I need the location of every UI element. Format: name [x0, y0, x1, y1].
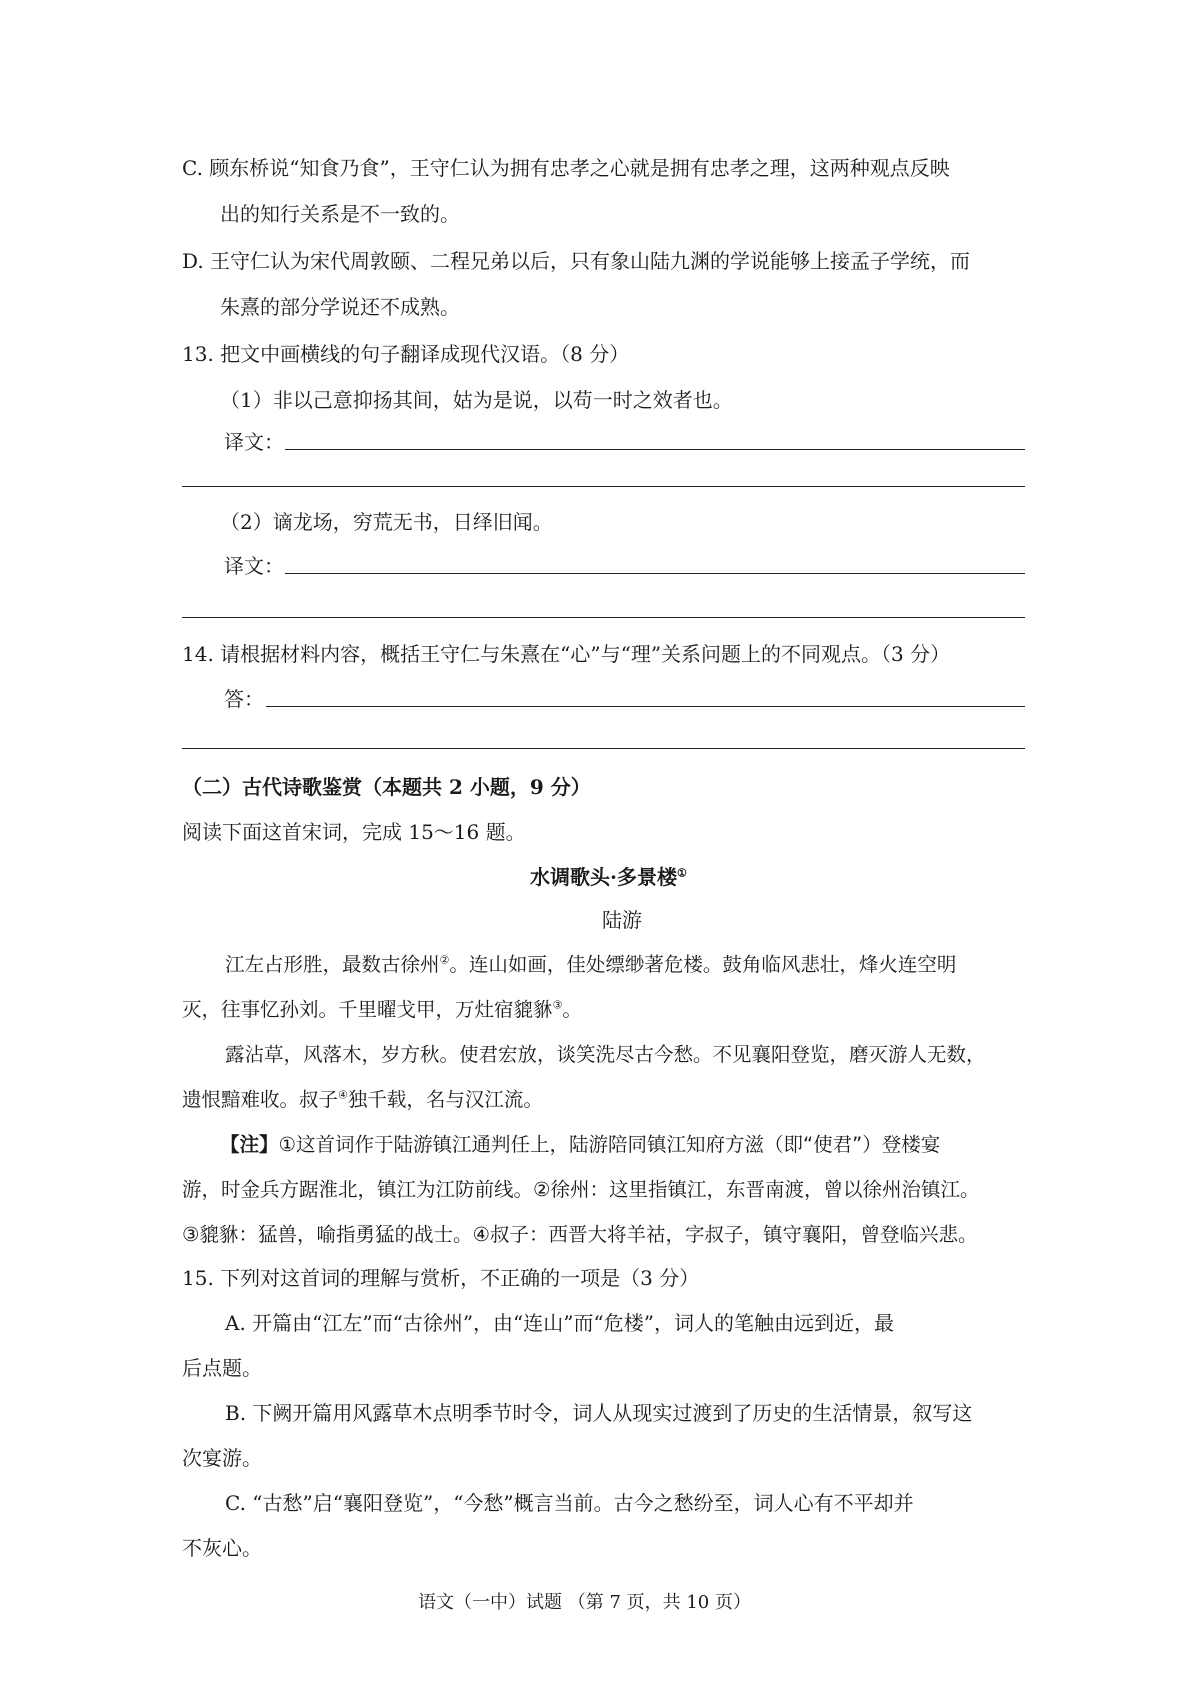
option-c-line2: 出的知行关系是不一致的。	[220, 202, 460, 226]
q13-stem: 13. 把文中画横线的句子翻译成现代汉语。（8 分）	[182, 342, 630, 366]
page-footer: 语文（一中）试题 （第 7 页，共 10 页）	[418, 1592, 751, 1613]
q13-answer-line-2a[interactable]	[285, 573, 1025, 574]
q15-option-a-line1: A. 开篇由“江左”而“古徐州”，由“连山”而“危楼”，词人的笔触由远到近，最	[225, 1311, 894, 1335]
section-heading: （二）古代诗歌鉴赏（本题共 2 小题，9 分）	[182, 775, 591, 799]
q13-answer-line-1a[interactable]	[285, 449, 1025, 450]
q14-stem: 14. 请根据材料内容，概括王守仁与朱熹在“心”与“理”关系问题上的不同观点。（3 分）	[182, 642, 951, 666]
q15-option-a-line2: 后点题。	[182, 1356, 262, 1380]
q14-answer-line-a[interactable]	[266, 706, 1025, 707]
q13-sentence-2: （2）谪龙场，穷荒无书，日绎旧闻。	[220, 510, 553, 534]
q13-sentence-1: （1）非以己意抑扬其间，姑为是说，以苟一时之效者也。	[220, 388, 733, 412]
poem-line-2: 灭，往事忆孙刘。千里曜戈甲，万灶宿貔貅③。	[182, 998, 582, 1021]
q13-translation-label-1: 译文：	[224, 430, 284, 454]
poem-title: 水调歌头·多景楼①	[530, 865, 687, 889]
q15-option-b-line2: 次宴游。	[182, 1446, 262, 1470]
q13-translation-label-2: 译文：	[224, 554, 284, 578]
poem-title-note: ①	[676, 866, 687, 880]
option-d-line2: 朱熹的部分学说还不成熟。	[220, 295, 460, 319]
q14-answer-line-b[interactable]	[182, 748, 1025, 749]
poem-line-3: 露沾草，风落木，岁方秋。使君宏放，谈笑洗尽古今愁。不见襄阳登览，磨灭游人无数，	[225, 1043, 986, 1066]
q15-stem: 15. 下列对这首词的理解与赏析，不正确的一项是（3 分）	[182, 1266, 700, 1290]
q15-option-b-line1: B. 下阙开篇用风露草木点明季节时令，词人从现实过渡到了历史的生活情景，叙写这	[225, 1401, 973, 1425]
poem-line-4: 遗恨黯难收。叔子④独千载，名与汉江流。	[182, 1088, 543, 1111]
section-intro: 阅读下面这首宋词，完成 15～16 题。	[182, 820, 526, 844]
q15-option-c-line1: C. “古愁”启“襄阳登览”，“今愁”概言当前。古今之愁纷至，词人心有不平却并	[225, 1491, 914, 1515]
notes-line-3: ③貔貅：猛兽，喻指勇猛的战士。④叔子：西晋大将羊祜，字叔子，镇守襄阳，曾登临兴悲。	[182, 1223, 978, 1246]
poem-line-1: 江左占形胜，最数古徐州②。连山如画，佳处缥缈著危楼。鼓角临风悲壮，烽火连空明	[225, 953, 957, 976]
notes-line-1: 【注】①这首词作于陆游镇江通判任上，陆游陪同镇江知府方滋（即“使君”）登楼宴	[220, 1133, 941, 1156]
q13-answer-line-1b[interactable]	[182, 486, 1025, 487]
q14-answer-label: 答：	[224, 687, 264, 711]
option-d-line1: D. 王守仁认为宋代周敦颐、二程兄弟以后，只有象山陆九渊的学说能够上接孟子学统，而	[182, 249, 971, 273]
q15-option-c-line2: 不灰心。	[182, 1536, 262, 1560]
option-c-line1: C. 顾东桥说“知食乃食”，王守仁认为拥有忠孝之心就是拥有忠孝之理，这两种观点反映	[182, 156, 950, 180]
notes-line-2: 游，时金兵方踞淮北，镇江为江防前线。②徐州：这里指镇江，东晋南渡，曾以徐州治镇江。	[182, 1178, 980, 1201]
poem-author: 陆游	[602, 908, 642, 932]
q13-answer-line-2b[interactable]	[182, 617, 1025, 618]
